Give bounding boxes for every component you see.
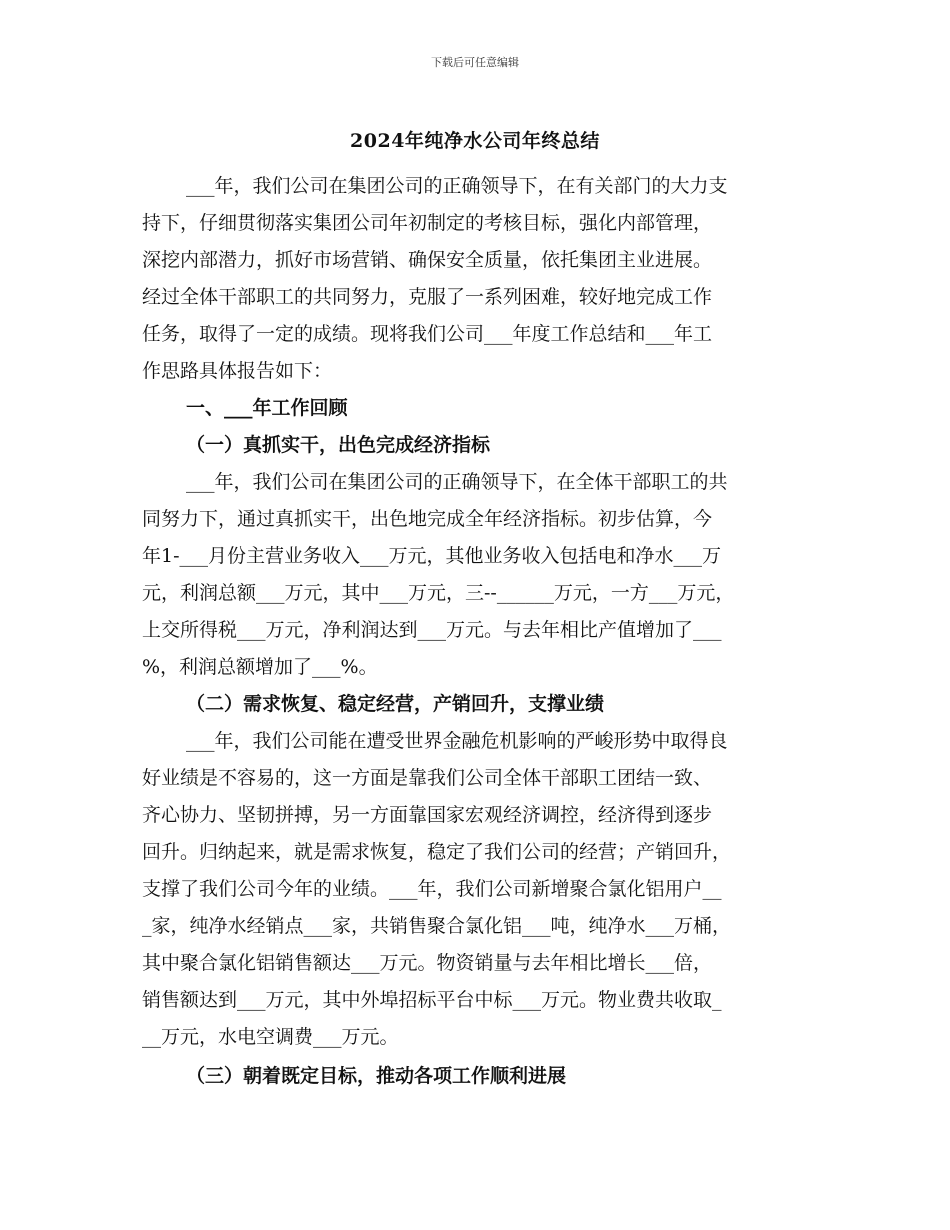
body-line: 回升。归纳起来，就是需求恢复，稳定了我们公司的经营；产销回升，: [142, 841, 732, 863]
body-line: 其中聚合氯化铝销售额达___万元。物资销量与去年相比增长___倍，: [142, 952, 713, 974]
section-heading: 一、___年工作回顾: [186, 397, 348, 419]
body-line: ___年，我们公司在集团公司的正确领导下，在全体干部职工的共: [186, 471, 728, 493]
header-note: 下载后可任意编辑: [431, 56, 519, 69]
intro-line: 持下，仔细贯彻落实集团公司年初制定的考核目标，强化内部管理，: [142, 212, 713, 234]
body-line: 同努力下，通过真抓实干，出色地完成全年经济指标。初步估算，今: [142, 508, 713, 530]
body-line: 销售额达到___万元，其中外埠招标平台中标___万元。物业费共收取_: [142, 989, 722, 1011]
body-line: __万元，水电空调费___万元。: [142, 1026, 399, 1048]
intro-line: 深挖内部潜力，抓好市场营销、确保安全质量，依托集团主业进展。: [142, 249, 713, 271]
body-line: 元，利润总额___万元，其中___万元，三--______万元，一方___万元，: [142, 582, 735, 604]
subsection-heading: （三）朝着既定目标，推动各项工作顺利进展: [186, 1065, 567, 1087]
body-line: 支撑了我们公司今年的业绩。___年，我们公司新增聚合氯化铝用户__: [142, 878, 722, 900]
body-line: _家，纯净水经销点___家，共销售聚合氯化铝___吨，纯净水___万桶，: [142, 915, 732, 937]
intro-line: 作思路具体报告如下：: [142, 360, 333, 382]
body-line: 上交所得税___万元，净利润达到___万元。与去年相比产值增加了___: [142, 619, 722, 641]
subsection-heading: （二）需求恢复、稳定经营，产销回升，支撑业绩: [186, 693, 605, 715]
body-line: ___年，我们公司能在遭受世界金融危机影响的严峻形势中取得良: [186, 730, 728, 752]
document-title: 2024年纯净水公司年终总结: [350, 130, 600, 152]
body-line: 齐心协力、坚韧拼搏，另一方面靠国家宏观经济调控，经济得到逐步: [142, 804, 713, 826]
body-line: 年1-___月份主营业务收入___万元，其他业务收入包括电和净水___万: [142, 545, 722, 567]
intro-line: 经过全体干部职工的共同努力，克服了一系列困难，较好地完成工作: [142, 286, 713, 308]
subsection-heading: （一）真抓实干，出色完成经济指标: [186, 434, 491, 456]
intro-line: ___年，我们公司在集团公司的正确领导下，在有关部门的大力支: [186, 175, 728, 197]
body-line: %，利润总额增加了___%。: [142, 656, 378, 678]
intro-line: 任务，取得了一定的成绩。现将我们公司___年度工作总结和___年工: [142, 323, 713, 345]
body-line: 好业绩是不容易的，这一方面是靠我们公司全体干部职工团结一致、: [142, 767, 713, 789]
